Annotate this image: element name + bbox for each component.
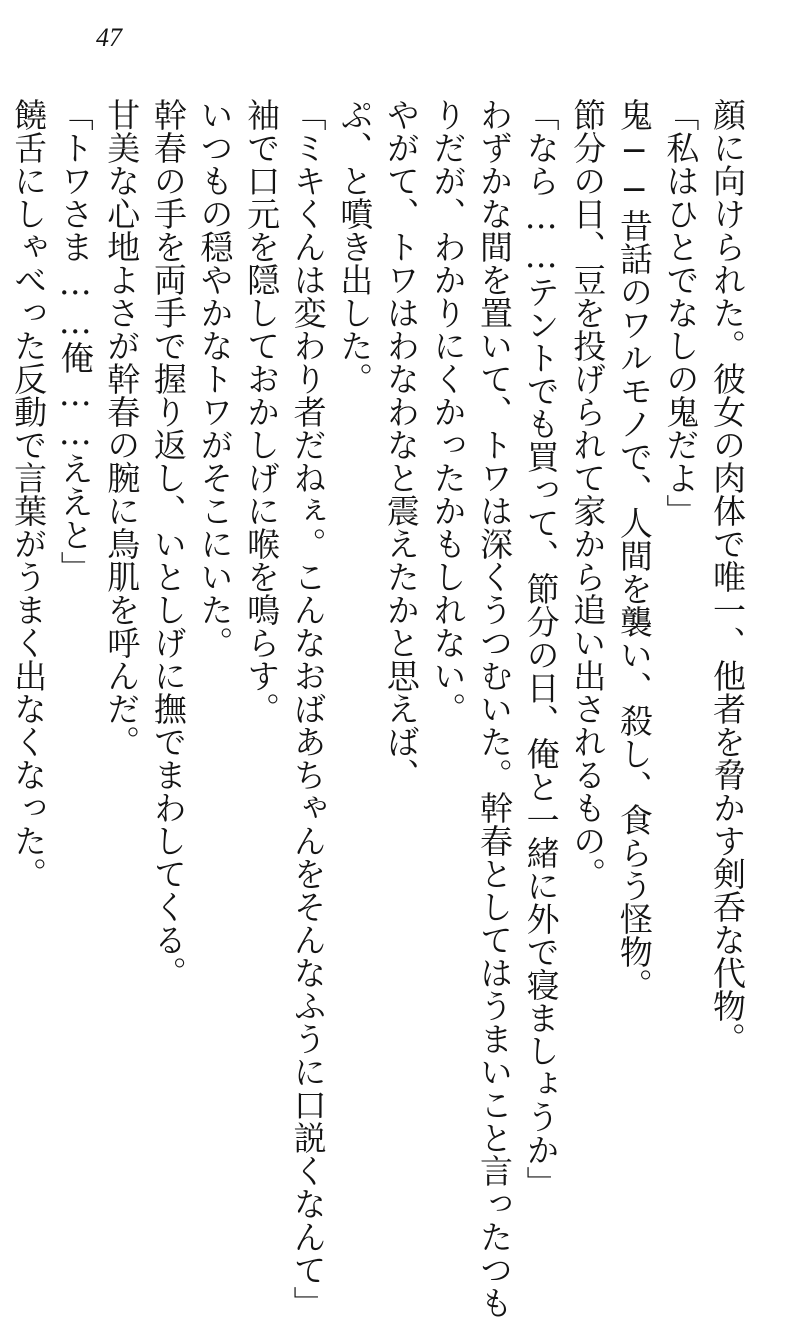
text-line: 顔に向けられた。彼女の肉体で唯一、他者を脅かす剣呑な代物。 (708, 98, 747, 1055)
text-line: 「ミキくんは変わり者だねぇ。こんなおばあちゃんをそんなふうに口説くなんて」 (288, 98, 328, 1319)
page-number: 47 (96, 23, 122, 52)
text-line: 「私はひとでなしの鬼だよ」 (661, 98, 701, 527)
text-line: やがて、トワはわなわなと震えたかと思えば、 (381, 98, 421, 791)
text-line: 袖で口元を隠しておかしげに喉を鳴らす。 (242, 98, 282, 725)
text-line: 饒舌にしゃべった反動で言葉がうまく出なくなった。 (9, 98, 49, 890)
text-line: りだが、わかりにくかったかもしれない。 (428, 98, 468, 725)
text-line: 「トワさま……俺……ええと」 (55, 98, 95, 584)
text-line: ぷ、と噴き出した。 (335, 98, 375, 395)
text-line: 幹春の手を両手で握り返し、いとしげに撫でまわしてくる。 (148, 98, 188, 989)
text-line: いつもの穏やかなトワがそこにいた。 (195, 98, 235, 659)
text-line: わずかな間を置いて、トワは深くうつむいた。幹春としてはうまいこと言ったつも (475, 98, 515, 1319)
vertical-text-body (0, 98, 747, 1319)
text-line: 節分の日、豆を投げられて家から追い出されるもの。 (568, 98, 608, 890)
text-line: 鬼──昔話のワルモノで、人間を襲い、殺し、食らう怪物。 (614, 98, 654, 1001)
text-line: 「なら……テントでも買って、節分の日、俺と一緒に外で寝ましょうか」 (521, 98, 561, 1199)
text-line: 甘美な心地よさが幹春の腕に鳥肌を呼んだ。 (102, 98, 142, 758)
